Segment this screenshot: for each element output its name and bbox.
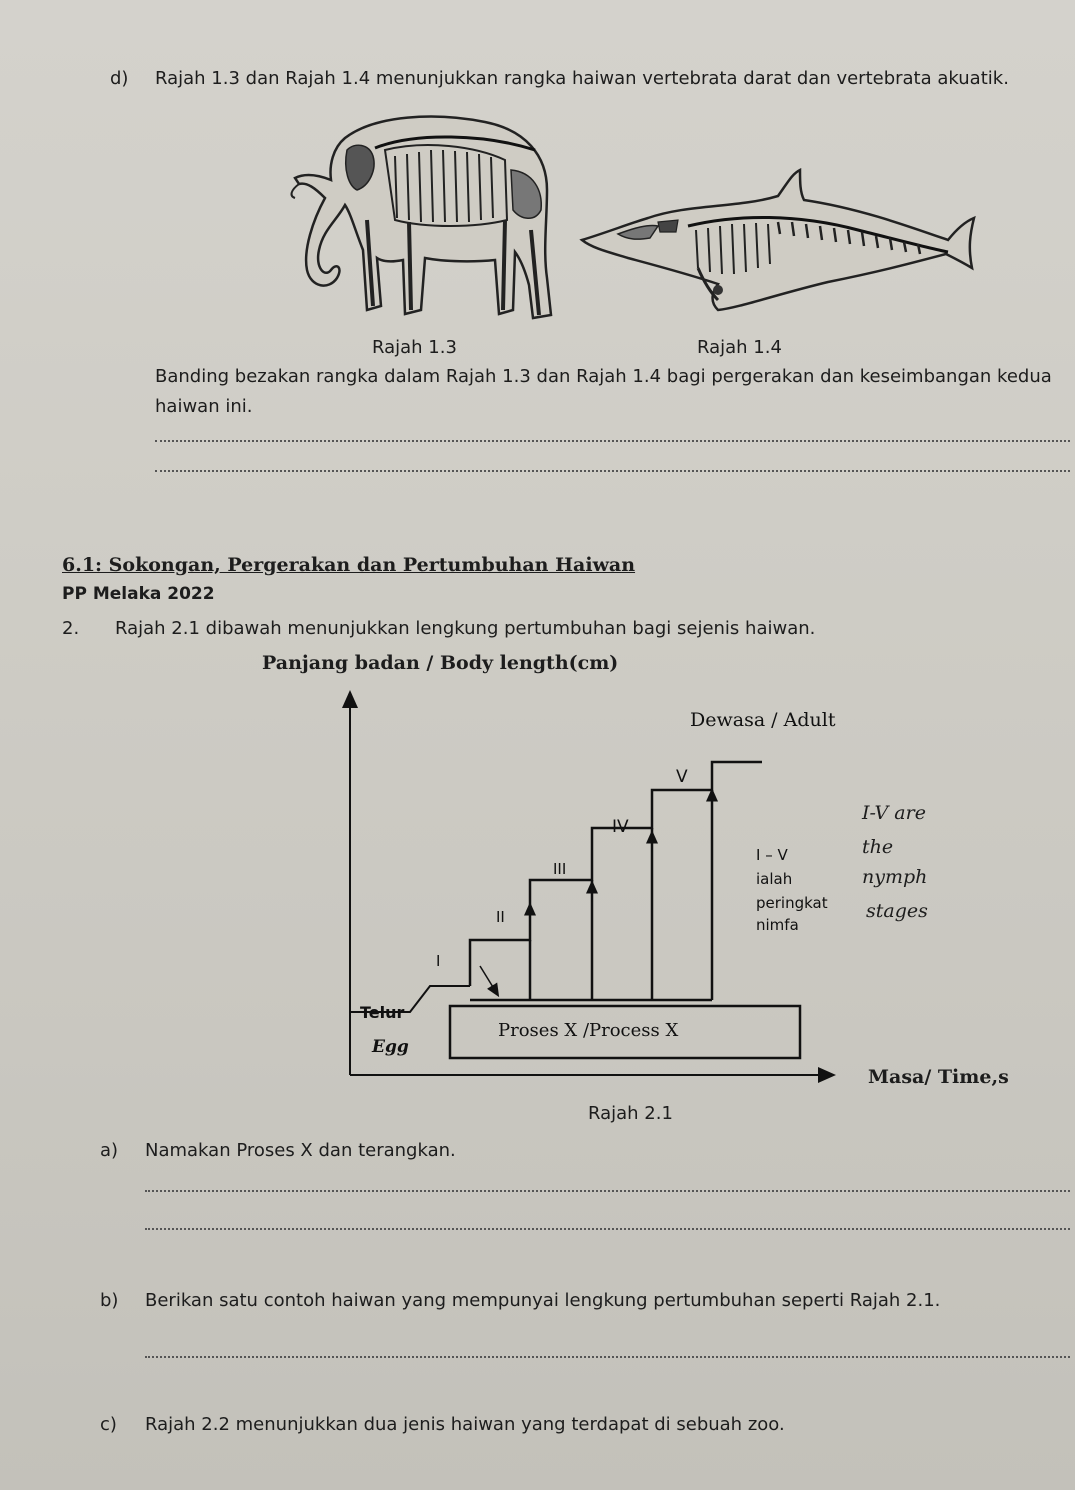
note-en-3: nymph (862, 866, 928, 888)
dolphin-skeleton-illustration (578, 168, 978, 313)
section-source: PP Melaka 2022 (62, 584, 215, 604)
figure-caption: Rajah 2.1 (588, 1103, 673, 1124)
subquestion-c-text: Rajah 2.2 menunjukkan dua jenis haiwan yang terdapat di sebuah zoo. (145, 1414, 785, 1435)
elephant-skeleton-illustration (285, 110, 560, 330)
note-ms-1: I – V (756, 846, 788, 864)
caption-rajah-1-4: Rajah 1.4 (697, 337, 782, 358)
answer-line-b-1[interactable] (145, 1356, 1070, 1358)
note-en-1: I-V are (862, 802, 926, 824)
y-axis-label: Panjang badan / Body length(cm) (262, 652, 619, 674)
caption-rajah-1-3: Rajah 1.3 (372, 337, 457, 358)
stage-steps-outline (470, 762, 762, 986)
question-d-prompt-line1: Banding bezakan rangka dalam Rajah 1.3 dan Rajah 1.4 bagi pergerakan dan keseimbangan kedua (155, 366, 1052, 387)
note-ms-2: ialah (756, 870, 793, 888)
answer-line-a-2[interactable] (145, 1228, 1070, 1230)
section-title: 6.1: Sokongan, Pergerakan dan Pertumbuhan Haiwan (62, 554, 636, 576)
stage-label-4: IV (612, 817, 629, 837)
egg-label-ms: Telur (360, 1003, 405, 1022)
egg-label-en: Egg (372, 1037, 409, 1057)
question-2-number: 2. (62, 618, 80, 639)
question-d-text: Rajah 1.3 dan Rajah 1.4 menunjukkan rangka haiwan vertebrata darat dan vertebrata akuatik. (155, 68, 1009, 89)
x-axis-label: Masa/ Time,s (868, 1066, 1009, 1088)
moult-arrow-1 (480, 966, 496, 992)
question-2-text: Rajah 2.1 dibawah menunjukkan lengkung pertumbuhan bagi sejenis haiwan. (115, 618, 816, 639)
process-x-label: Proses X /Process X (498, 1020, 679, 1041)
subquestion-b-text: Berikan satu contoh haiwan yang mempunyai lengkung pertumbuhan seperti Rajah 2.1. (145, 1290, 941, 1311)
subquestion-c-label: c) (100, 1414, 117, 1435)
stage-label-1: I (436, 952, 441, 970)
subquestion-a-text: Namakan Proses X dan terangkan. (145, 1140, 456, 1161)
note-ms-3: peringkat (756, 894, 828, 912)
stage-label-2: II (496, 908, 505, 926)
answer-line-d-2[interactable] (155, 470, 1070, 472)
question-d-prompt-line2: haiwan ini. (155, 396, 253, 417)
note-ms-4: nimfa (756, 916, 799, 934)
growth-curve-figure (340, 690, 840, 1085)
stage-label-3: III (553, 860, 567, 878)
answer-line-d-1[interactable] (155, 440, 1070, 442)
note-en-2: the (862, 836, 894, 858)
subquestion-b-label: b) (100, 1290, 119, 1311)
note-en-4: stages (866, 900, 928, 922)
subquestion-a-label: a) (100, 1140, 119, 1161)
stage-label-5: V (676, 767, 688, 787)
question-d-label: d) (110, 68, 129, 89)
adult-label: Dewasa / Adult (690, 709, 836, 731)
answer-line-a-1[interactable] (145, 1190, 1070, 1192)
